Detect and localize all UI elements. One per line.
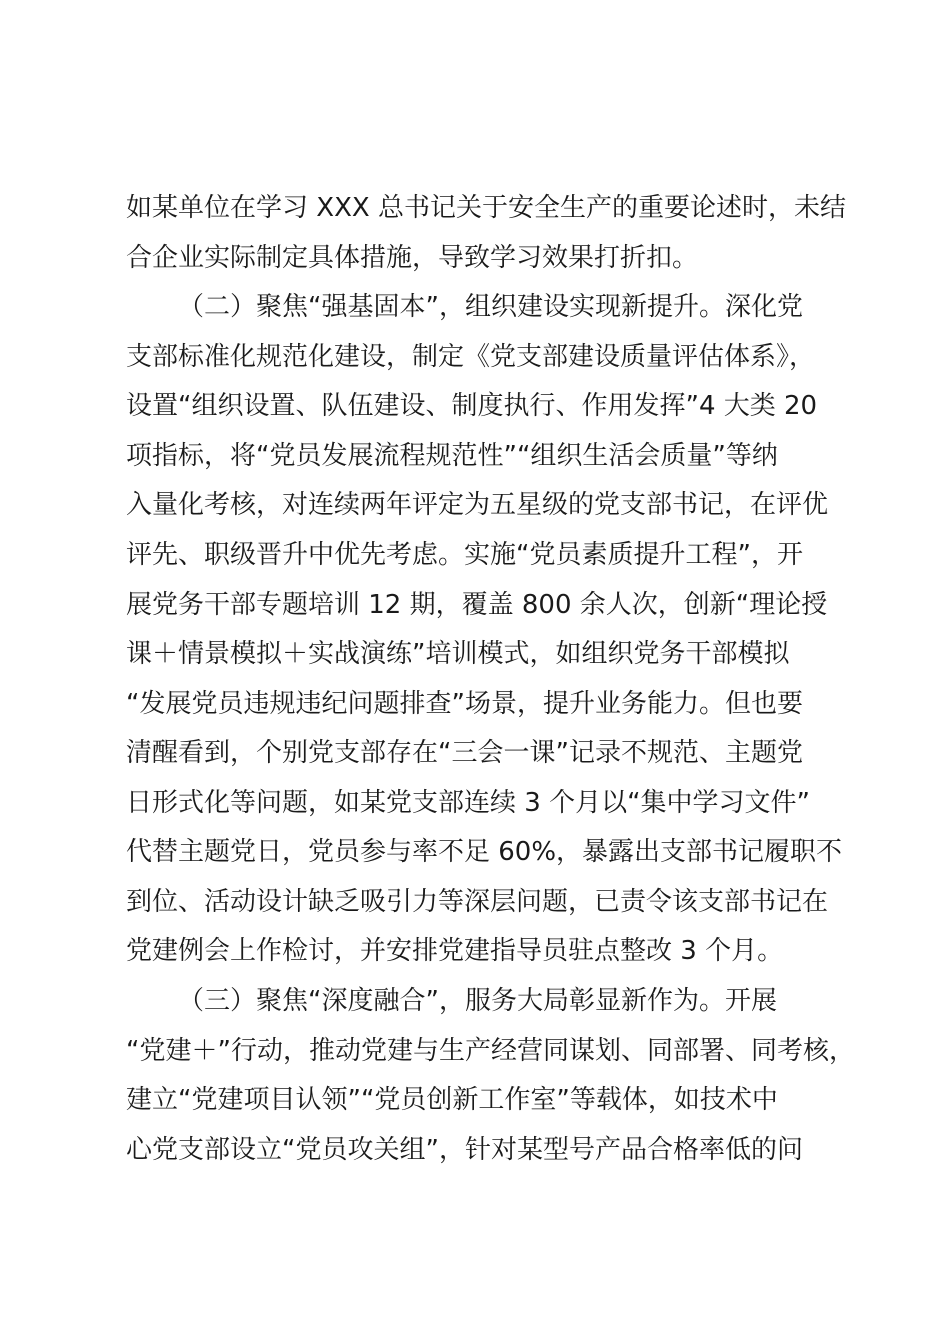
section-heading-3: （三）聚焦“深度融合”，服务大局彰显新作为。开展: [178, 986, 777, 1016]
text-line-16: 党建例会上作检讨，并安排党建指导员驻点整改 3 个月。: [126, 936, 784, 966]
text-line-13: 日形式化等问题，如某党支部连续 3 个月以“集中学习文件”: [126, 788, 811, 818]
text-line-12: 清醒看到，个别党支部存在“三会一课”记录不规范、主题党: [126, 738, 803, 768]
text-line-8: 评先、职级晋升中优先考虑。实施“党员素质提升工程”，开: [126, 540, 803, 570]
text-line-11: “发展党员违规违纪问题排查”场景，提升业务能力。但也要: [126, 689, 803, 719]
text-line-4: 支部标准化规范化建设，制定《党支部建设质量评估体系》，: [126, 342, 816, 372]
text-line-1: 如某单位在学习 XXX 总书记关于安全生产的重要论述时，未结: [126, 193, 846, 223]
text-line-2: 合企业实际制定具体措施，导致学习效果打折扣。: [126, 243, 699, 273]
text-line-6: 项指标，将“党员发展流程规范性”“组织生活会质量”等纳: [126, 441, 778, 471]
text-line-5: 设置“组织设置、队伍建设、制度执行、作用发挥”4 大类 20: [126, 391, 818, 421]
text-line-9: 展党务干部专题培训 12 期，覆盖 800 余人次，创新“理论授: [126, 590, 828, 620]
text-line-19: 建立“党建项目认领”“党员创新工作室”等载体，如技术中: [126, 1085, 778, 1115]
section-heading-2: （二）聚焦“强基固本”，组织建设实现新提升。深化党: [178, 292, 803, 322]
text-line-15: 到位、活动设计缺乏吸引力等深层问题，已责令该支部书记在: [126, 887, 829, 917]
text-line-7: 入量化考核，对连续两年评定为五星级的党支部书记，在评优: [126, 490, 829, 520]
text-line-10: 课＋情景模拟＋实战演练”培训模式，如组织党务干部模拟: [126, 639, 790, 669]
text-line-18: “党建＋”行动，推动党建与生产经营同谋划、同部署、同考核，: [126, 1036, 855, 1066]
text-line-20: 心党支部设立“党员攻关组”，针对某型号产品合格率低的问: [126, 1135, 803, 1165]
text-line-14: 代替主题党日，党员参与率不足 60%，暴露出支部书记履职不: [126, 837, 843, 867]
